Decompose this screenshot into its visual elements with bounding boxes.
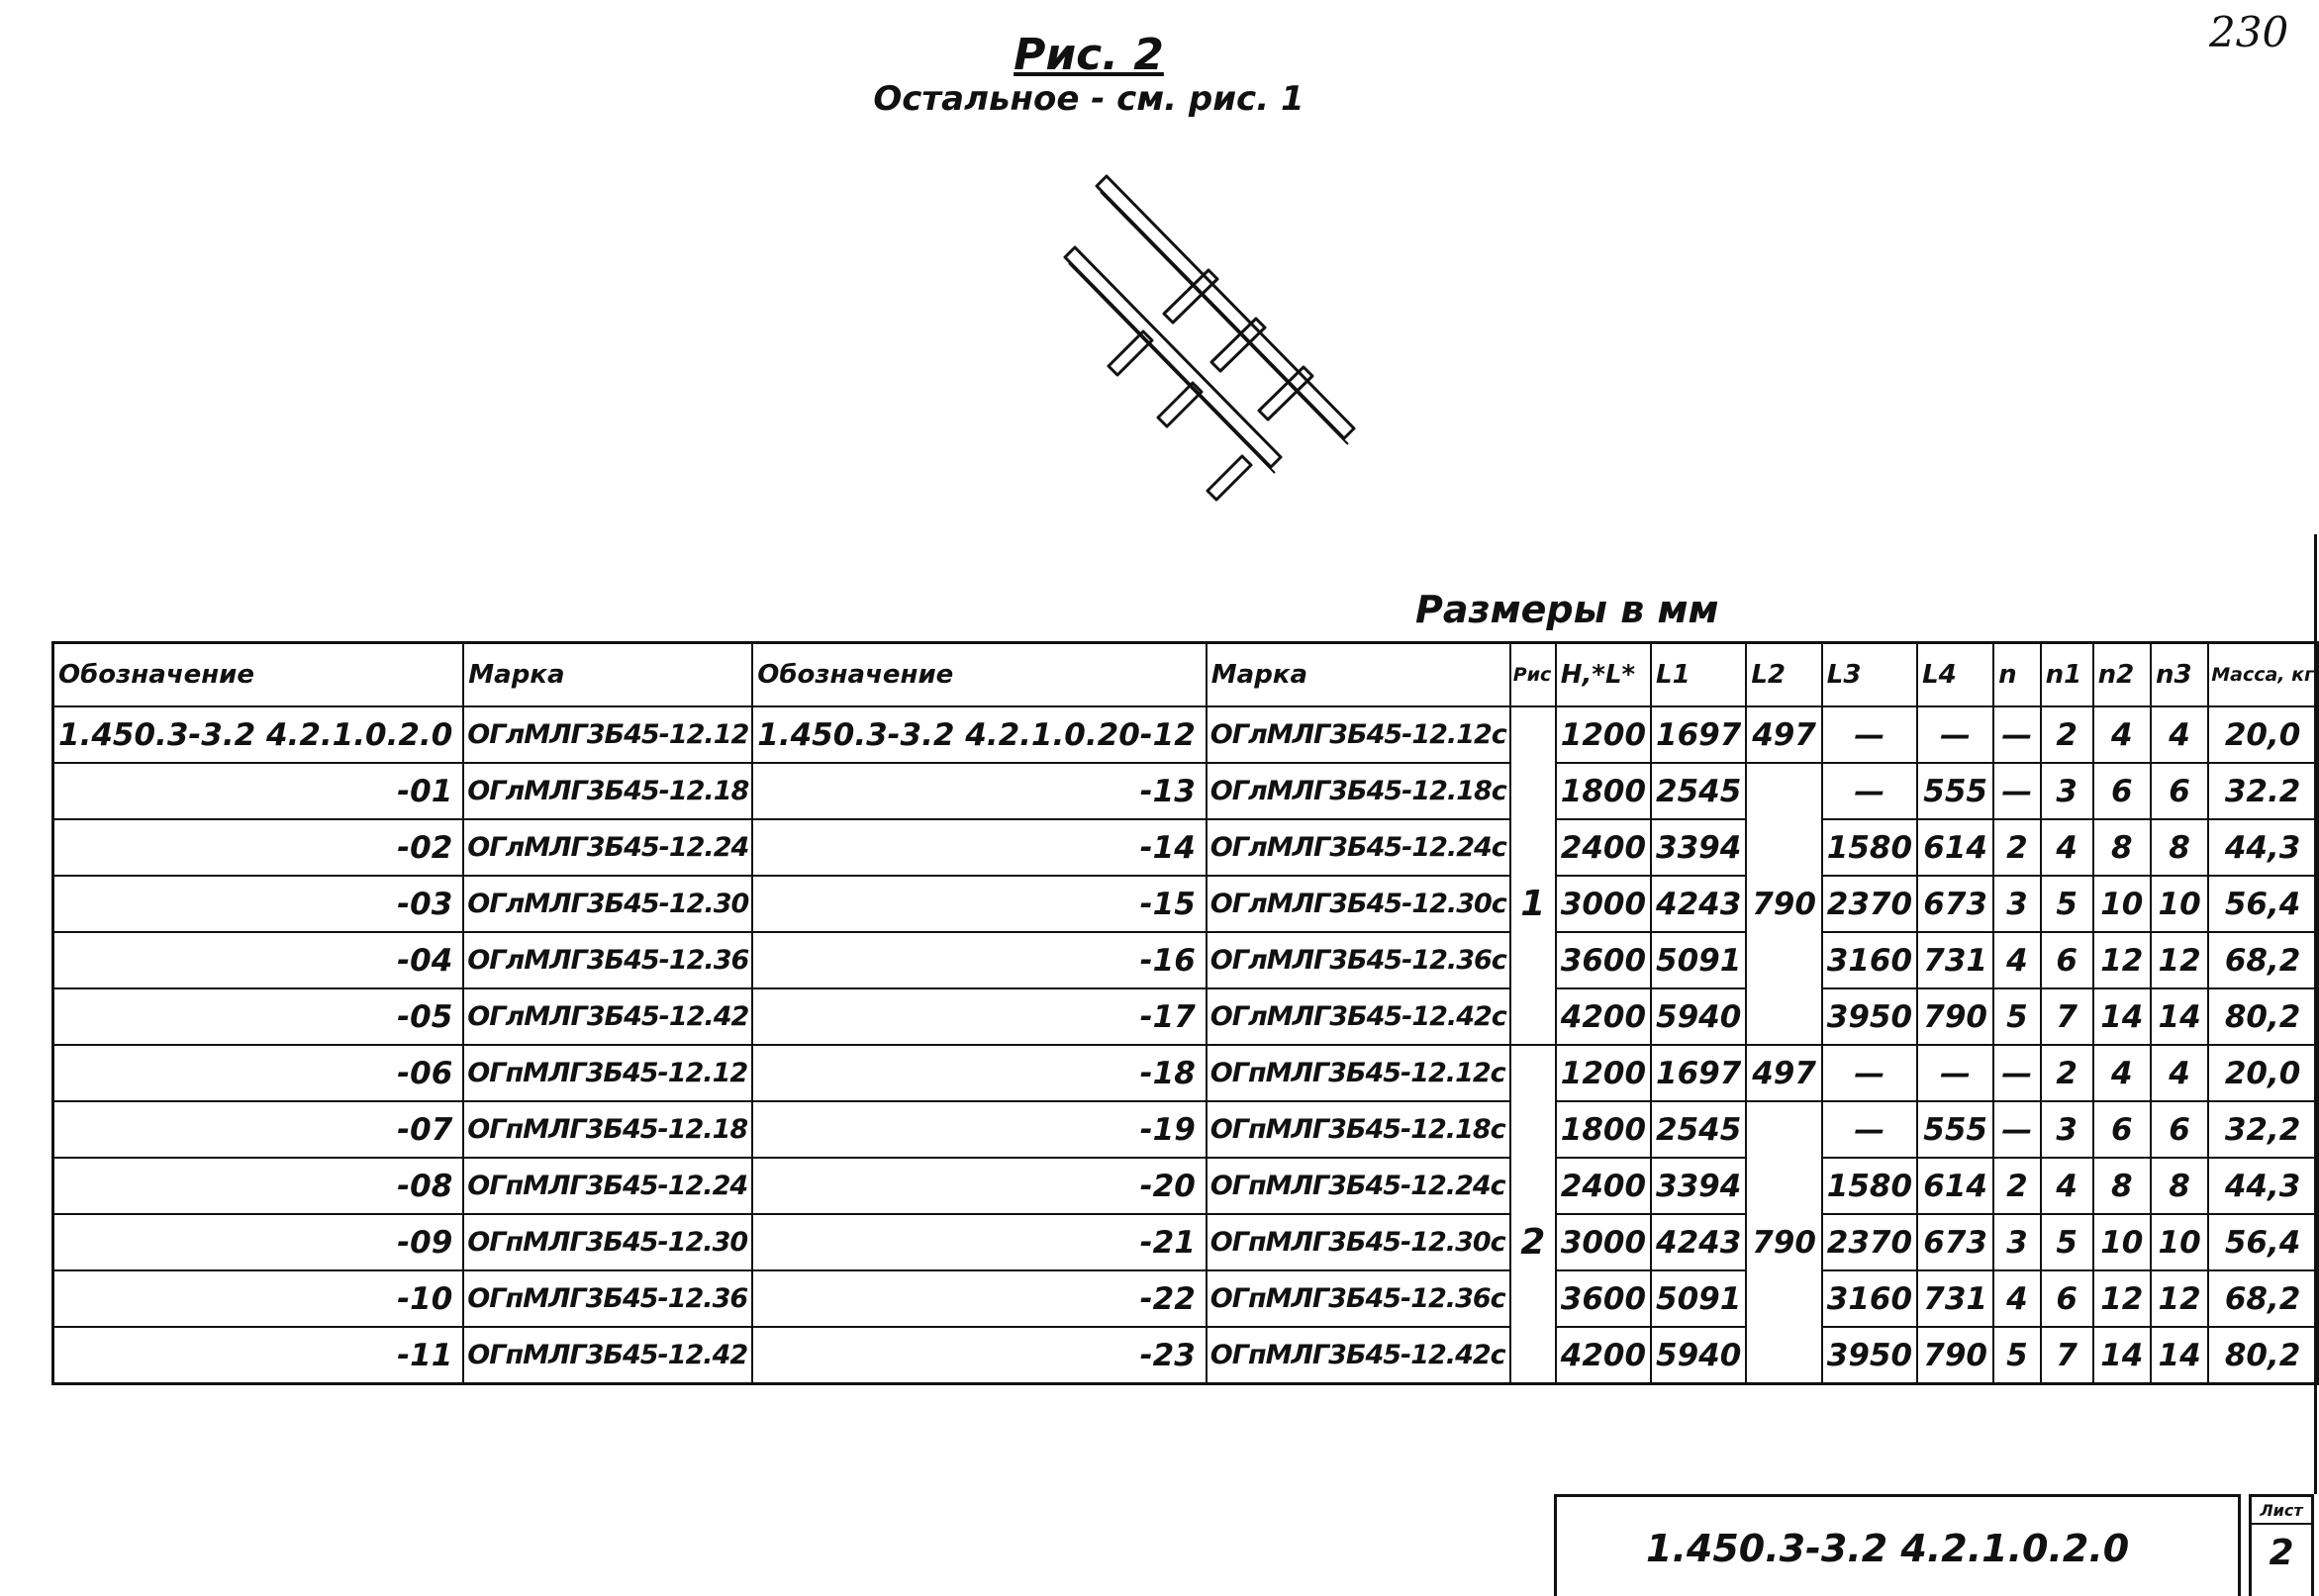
mark-cell: ОГлМЛГ3Б45-12.24: [463, 819, 752, 876]
frame-line: [2314, 534, 2317, 1494]
mark-cell: ОГлМЛГ3Б45-12.36с: [1207, 932, 1510, 988]
designation-cell: -21: [752, 1214, 1207, 1270]
n1-cell: 2: [2041, 1045, 2093, 1101]
n1-cell: 4: [2041, 1158, 2093, 1214]
n2-cell: 4: [2093, 1045, 2151, 1101]
fig-cell: [1510, 1158, 1556, 1214]
fig-cell: [1510, 1270, 1556, 1327]
table-row: [53, 1327, 2318, 1384]
l4-cell: —: [1917, 706, 1993, 763]
fig-cell: [1510, 819, 1556, 876]
l1-cell: 5940: [1651, 988, 1746, 1045]
l1-cell: 2545: [1651, 763, 1746, 819]
mark-cell: ОГпМЛГ3Б45-12.18с: [1207, 1101, 1510, 1158]
col-mass: Масса, кг: [2208, 643, 2317, 707]
designation-cell: -09: [53, 1214, 464, 1270]
n2-cell: 10: [2093, 876, 2151, 932]
col-l1: L1: [1651, 643, 1746, 707]
n1-cell: 3: [2041, 763, 2093, 819]
mark-cell: ОГлМЛГ3Б45-12.18: [463, 763, 752, 819]
designation-cell: -11: [53, 1327, 464, 1384]
designation-cell: -08: [53, 1158, 464, 1214]
designation-cell: -16: [752, 932, 1207, 988]
mass-cell: 44,3: [2208, 819, 2317, 876]
designation-cell: -05: [53, 988, 464, 1045]
table-row: [53, 706, 2318, 763]
n1-cell: 2: [2041, 706, 2093, 763]
n1-cell: 6: [2041, 1270, 2093, 1327]
mass-cell: 80,2: [2208, 1327, 2317, 1384]
n-cell: —: [1993, 763, 2040, 819]
l1-cell: 5940: [1651, 1327, 1746, 1384]
mark-cell: ОГлМЛГ3Б45-12.30: [463, 876, 752, 932]
col-n1: n1: [2041, 643, 2093, 707]
lower-chord: [1065, 247, 1281, 467]
l1-cell: 3394: [1651, 1158, 1746, 1214]
n2-cell: 8: [2093, 819, 2151, 876]
fig-cell: 1: [1510, 876, 1556, 932]
n3-cell: 10: [2151, 876, 2208, 932]
n-cell: 4: [1993, 1270, 2040, 1327]
l4-cell: —: [1917, 1045, 1993, 1101]
n3-cell: 12: [2151, 1270, 2208, 1327]
l2-cell: 790: [1746, 1214, 1821, 1270]
designation-cell: -22: [752, 1270, 1207, 1327]
l2-cell: 497: [1746, 706, 1821, 763]
l2-cell: [1746, 763, 1821, 819]
l3-cell: 3160: [1822, 1270, 1917, 1327]
l3-cell: 1580: [1822, 1158, 1917, 1214]
fig-cell: [1510, 1101, 1556, 1158]
designation-cell: -10: [53, 1270, 464, 1327]
mark-cell: ОГлМЛГ3Б45-12.12: [463, 706, 752, 763]
n3-cell: 14: [2151, 1327, 2208, 1384]
mark-cell: ОГпМЛГ3Б45-12.36: [463, 1270, 752, 1327]
n3-cell: 8: [2151, 1158, 2208, 1214]
n3-cell: 6: [2151, 763, 2208, 819]
mark-cell: ОГпМЛГ3Б45-12.42: [463, 1327, 752, 1384]
sheet-box: [2249, 1494, 2314, 1596]
stiffener-3: [1259, 367, 1312, 420]
col-n3: n3: [2151, 643, 2208, 707]
n2-cell: 4: [2093, 706, 2151, 763]
fig-cell: 2: [1510, 1214, 1556, 1270]
mass-cell: 20,0: [2208, 706, 2317, 763]
hl-cell: 3000: [1556, 1214, 1651, 1270]
units-label: Размеры в мм: [1415, 588, 1719, 631]
l1-cell: 4243: [1651, 1214, 1746, 1270]
n1-cell: 5: [2041, 1214, 2093, 1270]
l3-cell: —: [1822, 1045, 1917, 1101]
col-n2: n2: [2093, 643, 2151, 707]
stiffener-1: [1164, 270, 1217, 323]
col-l4: L4: [1917, 643, 1993, 707]
designation-cell: -13: [752, 763, 1207, 819]
l3-cell: 2370: [1822, 1214, 1917, 1270]
n3-cell: 14: [2151, 988, 2208, 1045]
designation-cell: -17: [752, 988, 1207, 1045]
table-row: [53, 1214, 2318, 1270]
col-l3: L3: [1822, 643, 1917, 707]
n2-cell: 14: [2093, 1327, 2151, 1384]
mass-cell: 80,2: [2208, 988, 2317, 1045]
l1-cell: 5091: [1651, 1270, 1746, 1327]
n-cell: —: [1993, 1101, 2040, 1158]
designation-cell: -04: [53, 932, 464, 988]
fig-cell: [1510, 1327, 1556, 1384]
designation-cell: -02: [53, 819, 464, 876]
n-cell: 5: [1993, 1327, 2040, 1384]
mass-cell: 56,4: [2208, 876, 2317, 932]
l2-cell: [1746, 1101, 1821, 1158]
l4-cell: 790: [1917, 988, 1993, 1045]
hl-cell: 1800: [1556, 1101, 1651, 1158]
mark-cell: ОГлМЛГ3Б45-12.30с: [1207, 876, 1510, 932]
designation-cell: -18: [752, 1045, 1207, 1101]
n-cell: 2: [1993, 819, 2040, 876]
fig-cell: [1510, 706, 1556, 763]
n2-cell: 6: [2093, 763, 2151, 819]
mass-cell: 32.2: [2208, 763, 2317, 819]
hl-cell: 4200: [1556, 1327, 1651, 1384]
mark-cell: ОГлМЛГ3Б45-12.42: [463, 988, 752, 1045]
mark-cell: ОГпМЛГ3Б45-12.12с: [1207, 1045, 1510, 1101]
n3-cell: 4: [2151, 1045, 2208, 1101]
n-cell: —: [1993, 706, 2040, 763]
designation-cell: -19: [752, 1101, 1207, 1158]
n2-cell: 14: [2093, 988, 2151, 1045]
l3-cell: 3950: [1822, 988, 1917, 1045]
n3-cell: 12: [2151, 932, 2208, 988]
hl-cell: 2400: [1556, 1158, 1651, 1214]
mass-cell: 56,4: [2208, 1214, 2317, 1270]
table-row: [53, 932, 2318, 988]
l4-cell: 673: [1917, 1214, 1993, 1270]
n2-cell: 12: [2093, 1270, 2151, 1327]
designation-cell: -03: [53, 876, 464, 932]
l1-cell: 4243: [1651, 876, 1746, 932]
n3-cell: 6: [2151, 1101, 2208, 1158]
l2-cell: [1746, 932, 1821, 988]
mark-cell: ОГлМЛГ3Б45-12.12с: [1207, 706, 1510, 763]
col-hl: H,*L*: [1556, 643, 1651, 707]
l4-cell: 790: [1917, 1327, 1993, 1384]
designation-cell: -14: [752, 819, 1207, 876]
l2-cell: [1746, 1270, 1821, 1327]
n1-cell: 7: [2041, 988, 2093, 1045]
fig-cell: [1510, 1045, 1556, 1101]
col-l2: L2: [1746, 643, 1821, 707]
l4-cell: 614: [1917, 1158, 1993, 1214]
col-n: n: [1993, 643, 2040, 707]
col-fig: Рис: [1510, 643, 1556, 707]
mark-cell: ОГпМЛГ3Б45-12.42с: [1207, 1327, 1510, 1384]
designation-cell: 1.450.3-3.2 4.2.1.0.20-12: [752, 706, 1207, 763]
designation-cell: -01: [53, 763, 464, 819]
l3-cell: 3950: [1822, 1327, 1917, 1384]
table-row: [53, 1101, 2318, 1158]
n-cell: 2: [1993, 1158, 2040, 1214]
n-cell: 4: [1993, 932, 2040, 988]
stiffener-2: [1211, 319, 1265, 371]
l3-cell: —: [1822, 706, 1917, 763]
hl-cell: 3000: [1556, 876, 1651, 932]
l2-cell: 790: [1746, 876, 1821, 932]
n1-cell: 5: [2041, 876, 2093, 932]
hl-cell: 1200: [1556, 706, 1651, 763]
mass-cell: 68,2: [2208, 1270, 2317, 1327]
n3-cell: 10: [2151, 1214, 2208, 1270]
l1-cell: 1697: [1651, 706, 1746, 763]
l4-cell: 614: [1917, 819, 1993, 876]
l2-cell: 497: [1746, 1045, 1821, 1101]
figure-title: Рис. 2: [1014, 30, 1164, 80]
hl-cell: 4200: [1556, 988, 1651, 1045]
mark-cell: ОГпМЛГ3Б45-12.12: [463, 1045, 752, 1101]
mark-cell: ОГлМЛГ3Б45-12.42с: [1207, 988, 1510, 1045]
fig-cell: [1510, 988, 1556, 1045]
mass-cell: 44,3: [2208, 1158, 2317, 1214]
designation-cell: -23: [752, 1327, 1207, 1384]
l2-cell: [1746, 988, 1821, 1045]
n3-cell: 4: [2151, 706, 2208, 763]
n2-cell: 8: [2093, 1158, 2151, 1214]
mark-cell: ОГпМЛГ3Б45-12.30: [463, 1214, 752, 1270]
page-number: 230: [2209, 8, 2289, 56]
designation-cell: 1.450.3-3.2 4.2.1.0.2.0: [53, 706, 464, 763]
upper-chord-inner-line: [1101, 192, 1348, 444]
sheet-number: 2: [2269, 1533, 2294, 1573]
n3-cell: 8: [2151, 819, 2208, 876]
table-row: [53, 1045, 2318, 1101]
l2-cell: [1746, 819, 1821, 876]
l4-cell: 731: [1917, 932, 1993, 988]
l3-cell: 2370: [1822, 876, 1917, 932]
hl-cell: 2400: [1556, 819, 1651, 876]
sheet-label: Лист: [2252, 1501, 2311, 1525]
mark-cell: ОГлМЛГ3Б45-12.24с: [1207, 819, 1510, 876]
mark-cell: ОГпМЛГ3Б45-12.36с: [1207, 1270, 1510, 1327]
fig-cell: [1510, 932, 1556, 988]
l2-cell: [1746, 1327, 1821, 1384]
specification-table: [51, 641, 2319, 1385]
n1-cell: 6: [2041, 932, 2093, 988]
hl-cell: 3600: [1556, 932, 1651, 988]
n-cell: 3: [1993, 1214, 2040, 1270]
l4-cell: 673: [1917, 876, 1993, 932]
mass-cell: 20,0: [2208, 1045, 2317, 1101]
n1-cell: 3: [2041, 1101, 2093, 1158]
figure-note: Остальное - см. рис. 1: [873, 79, 1304, 119]
mass-cell: 68,2: [2208, 932, 2317, 988]
fig-cell: [1510, 763, 1556, 819]
document-code: 1.450.3-3.2 4.2.1.0.2.0: [1646, 1527, 2130, 1570]
table-row: [53, 1270, 2318, 1327]
mark-cell: ОГпМЛГ3Б45-12.30с: [1207, 1214, 1510, 1270]
l4-cell: 555: [1917, 1101, 1993, 1158]
n2-cell: 12: [2093, 932, 2151, 988]
mark-cell: ОГпМЛГ3Б45-12.24: [463, 1158, 752, 1214]
n-cell: 3: [1993, 876, 2040, 932]
designation-cell: -15: [752, 876, 1207, 932]
mass-cell: 32,2: [2208, 1101, 2317, 1158]
title-block: [1554, 1494, 2241, 1596]
table-header-row: [53, 643, 2318, 707]
col-designation-2: Обозначение: [752, 643, 1207, 707]
designation-cell: -07: [53, 1101, 464, 1158]
table-row: [53, 988, 2318, 1045]
col-designation-1: Обозначение: [53, 643, 464, 707]
hl-cell: 3600: [1556, 1270, 1651, 1327]
n1-cell: 7: [2041, 1327, 2093, 1384]
l3-cell: 1580: [1822, 819, 1917, 876]
l2-cell: [1746, 1158, 1821, 1214]
lower-chord-inner-line: [1069, 263, 1275, 473]
l3-cell: —: [1822, 1101, 1917, 1158]
steel-beam-drawing: [1039, 158, 1366, 524]
mark-cell: ОГлМЛГ3Б45-12.36: [463, 932, 752, 988]
l1-cell: 5091: [1651, 932, 1746, 988]
mark-cell: ОГлМЛГ3Б45-12.18с: [1207, 763, 1510, 819]
table-row: [53, 1158, 2318, 1214]
n2-cell: 10: [2093, 1214, 2151, 1270]
l1-cell: 3394: [1651, 819, 1746, 876]
l1-cell: 2545: [1651, 1101, 1746, 1158]
table-row: [53, 763, 2318, 819]
l4-cell: 555: [1917, 763, 1993, 819]
designation-cell: -06: [53, 1045, 464, 1101]
l3-cell: 3160: [1822, 932, 1917, 988]
l3-cell: —: [1822, 763, 1917, 819]
n1-cell: 4: [2041, 819, 2093, 876]
n-cell: —: [1993, 1045, 2040, 1101]
l1-cell: 1697: [1651, 1045, 1746, 1101]
designation-cell: -20: [752, 1158, 1207, 1214]
col-mark-1: Марка: [463, 643, 752, 707]
mark-cell: ОГпМЛГ3Б45-12.18: [463, 1101, 752, 1158]
n-cell: 5: [1993, 988, 2040, 1045]
hl-cell: 1200: [1556, 1045, 1651, 1101]
table-row: [53, 819, 2318, 876]
hl-cell: 1800: [1556, 763, 1651, 819]
col-mark-2: Марка: [1207, 643, 1510, 707]
n2-cell: 6: [2093, 1101, 2151, 1158]
stub-3: [1208, 456, 1251, 500]
mark-cell: ОГпМЛГ3Б45-12.24с: [1207, 1158, 1510, 1214]
l4-cell: 731: [1917, 1270, 1993, 1327]
table-row: [53, 876, 2318, 932]
